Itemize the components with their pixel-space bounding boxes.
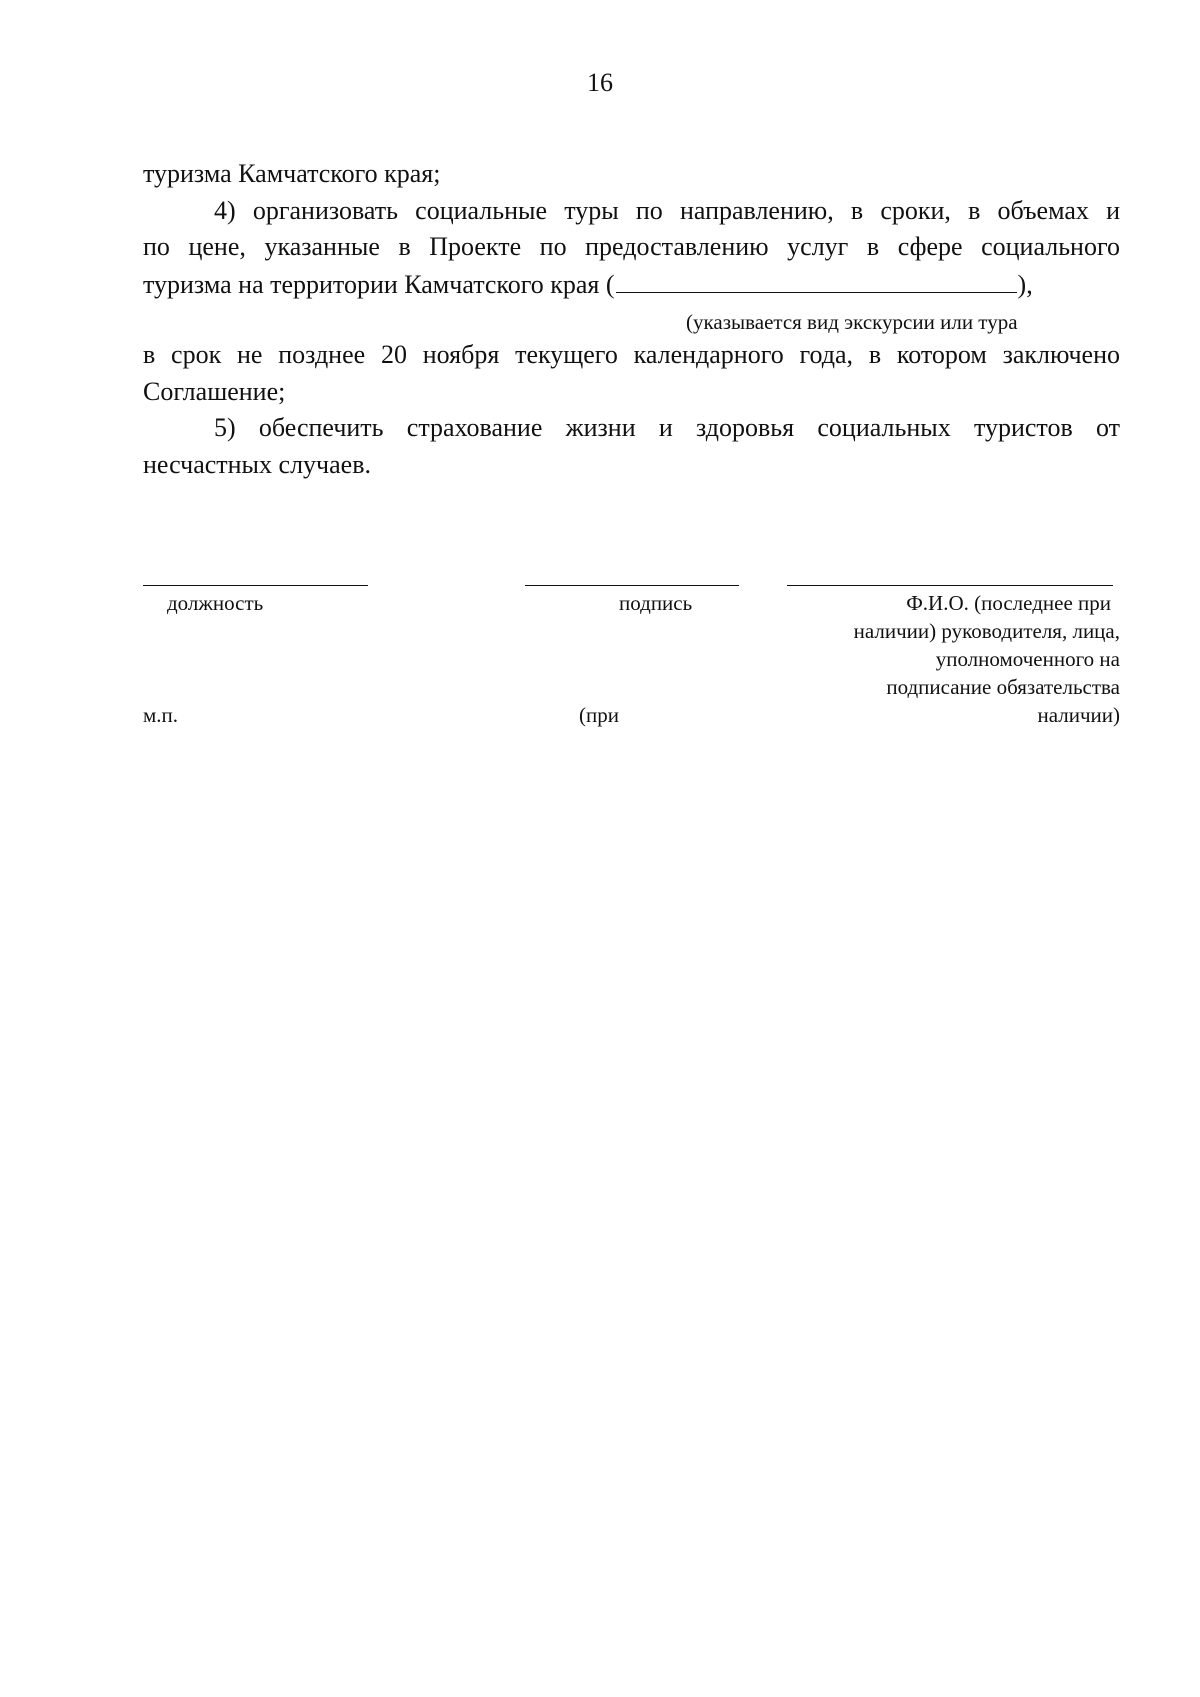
stamp-note: (при — [579, 703, 619, 727]
item-4-line-2: по цене, указанные в Проекте по предоставлению услуг в сфере социального — [143, 232, 1120, 261]
fio-label — [854, 589, 1120, 729]
paragraph-continuation: туризма Камчатского края; — [143, 159, 441, 188]
item-4-line-5: Соглашение; — [143, 376, 286, 406]
fio-label-line-2: наличии) руководителя, лица, — [853, 619, 1120, 643]
tour-type-hint: (указывается вид экскурсии или тура — [686, 310, 1018, 334]
position-label: должность — [167, 591, 264, 615]
item-5-line-1: 5) обеспечить страхование жизни и здоровья социальных туристов от — [214, 413, 1120, 442]
fio-label-line-1: Ф.И.О. (последнее при — [906, 591, 1111, 615]
fio-label-line-3: уполномоченного на — [935, 647, 1120, 671]
fio-label-line-4: подписание обязательства — [886, 675, 1120, 699]
page-number: 16 — [587, 68, 613, 97]
signature-label: подпись — [619, 591, 693, 615]
signature-line — [525, 585, 739, 586]
item-4-line-3-text: туризма на территории Камчатского края ( — [143, 269, 615, 299]
stamp-label: м.п. — [143, 703, 179, 727]
item-4-line-3-end: ), — [1017, 269, 1033, 299]
tour-type-blank-field — [616, 266, 1017, 293]
item-4-line-3 — [143, 266, 1120, 304]
position-signature-line — [143, 585, 368, 586]
item-4-line-1: 4) организовать социальные туры по направлению, в сроки, в объемах и — [214, 195, 1120, 225]
fio-signature-line — [787, 585, 1113, 586]
item-5-line-2: несчастных случаев. — [143, 449, 371, 479]
item-4-line-4: в срок не позднее 20 ноября текущего календарного года, в котором заключено — [143, 340, 1120, 369]
fio-label-line-5: наличии) — [1037, 703, 1120, 727]
